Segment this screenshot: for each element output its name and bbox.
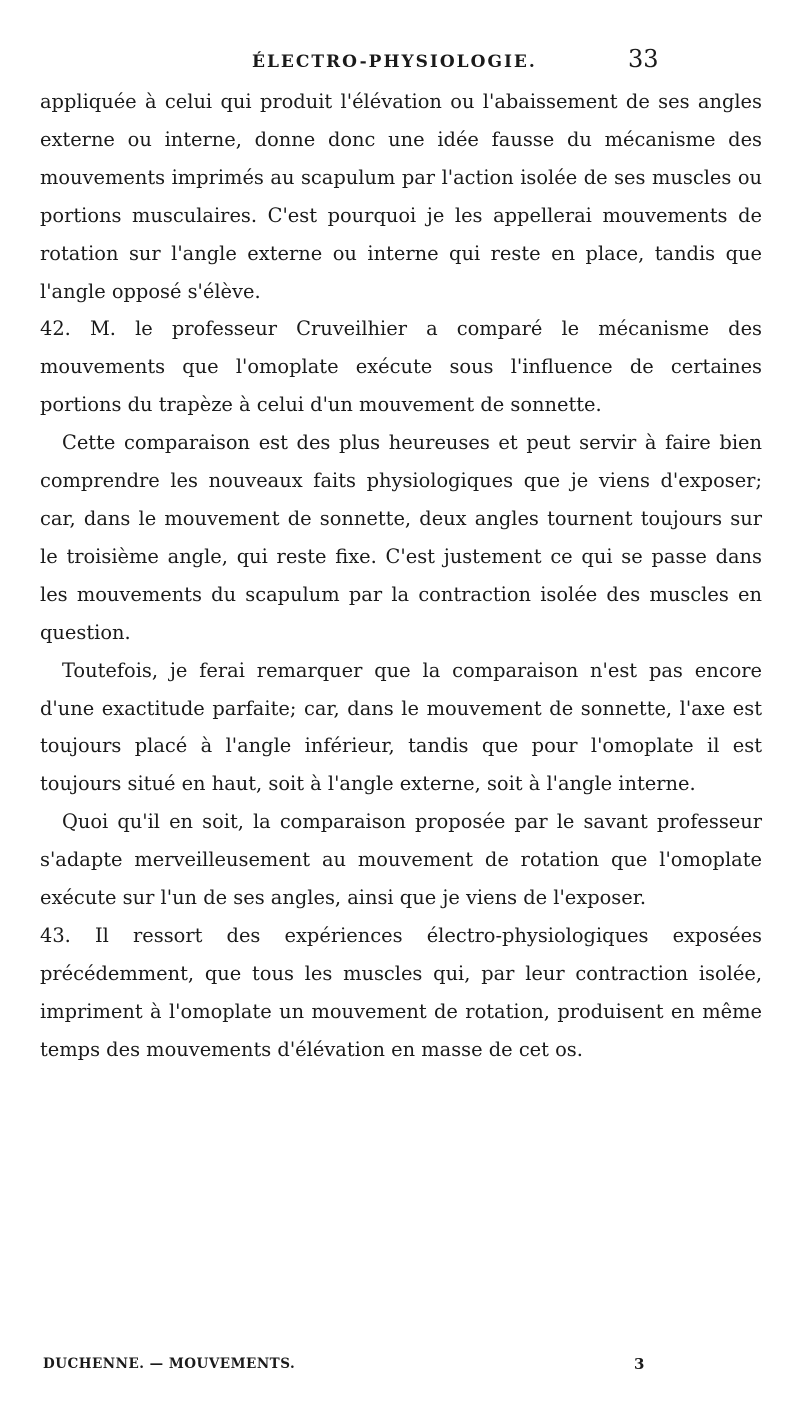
paragraph-4: Toutefois, je ferai remarquer que la comparaison n'est pas encore d'une exactitude parfaite; car, dans le mouvement de sonnette, l'axe est toujours placé à l'angle inférieur, tandis que pour l'omoplate il est toujours situé en haut, soit à l'angle externe, soit à l'angle interne. (40, 658, 762, 796)
paragraph-1: appliquée à celui qui produit l'élévation ou l'abaissement de ses angles externe ou interne, donne donc une idée fausse du mécanisme des mouvements imprimés au scapulum par l'action isolée de ses muscles ou portions musculaires. C'est pourquoi je les appellerai mouvements de rotation sur l'angle externe ou interne qui reste en place, tandis que l'angle opposé s'élève. (40, 90, 762, 303)
footer-line: DUCHENNE. — MOUVEMENTS. (43, 1356, 296, 1372)
page-number: 33 (628, 45, 659, 73)
paragraph-5: Quoi qu'il en soit, la comparaison proposée par le savant professeur s'adapte merveilleusement au mouvement de rotation que l'omoplate exécute sur l'un de ses angles, ainsi que je viens de l'exposer. (40, 810, 762, 910)
body-text (40, 83, 762, 1069)
signature-mark: 3 (634, 1355, 645, 1373)
paragraph-43: 43. Il ressort des expériences électro-physiologiques exposées précédemment, que tous les muscles qui, par leur contraction isolée, impriment à l'omoplate un mouvement de rotation, produisent en même temps des mouvements d'élévation en masse de cet os. (40, 923, 762, 1061)
paragraph-3: Cette comparaison est des plus heureuses et peut servir à faire bien comprendre les nouveaux faits physiologiques que je viens d'exposer; car, dans le mouvement de sonnette, deux angles tournent toujours sur le troisième angle, qui reste fixe. C'est justement ce qui se passe dans les mouvements du scapulum par la contraction isolée des muscles en question. (40, 431, 762, 644)
running-title: ÉLECTRO-PHYSIOLOGIE. (252, 52, 537, 72)
paragraph-42: 42. M. le professeur Cruveilhier a comparé le mécanisme des mouvements que l'omoplate exécute sous l'influence de certaines portions du trapèze à celui d'un mouvement de sonnette. (40, 317, 762, 417)
